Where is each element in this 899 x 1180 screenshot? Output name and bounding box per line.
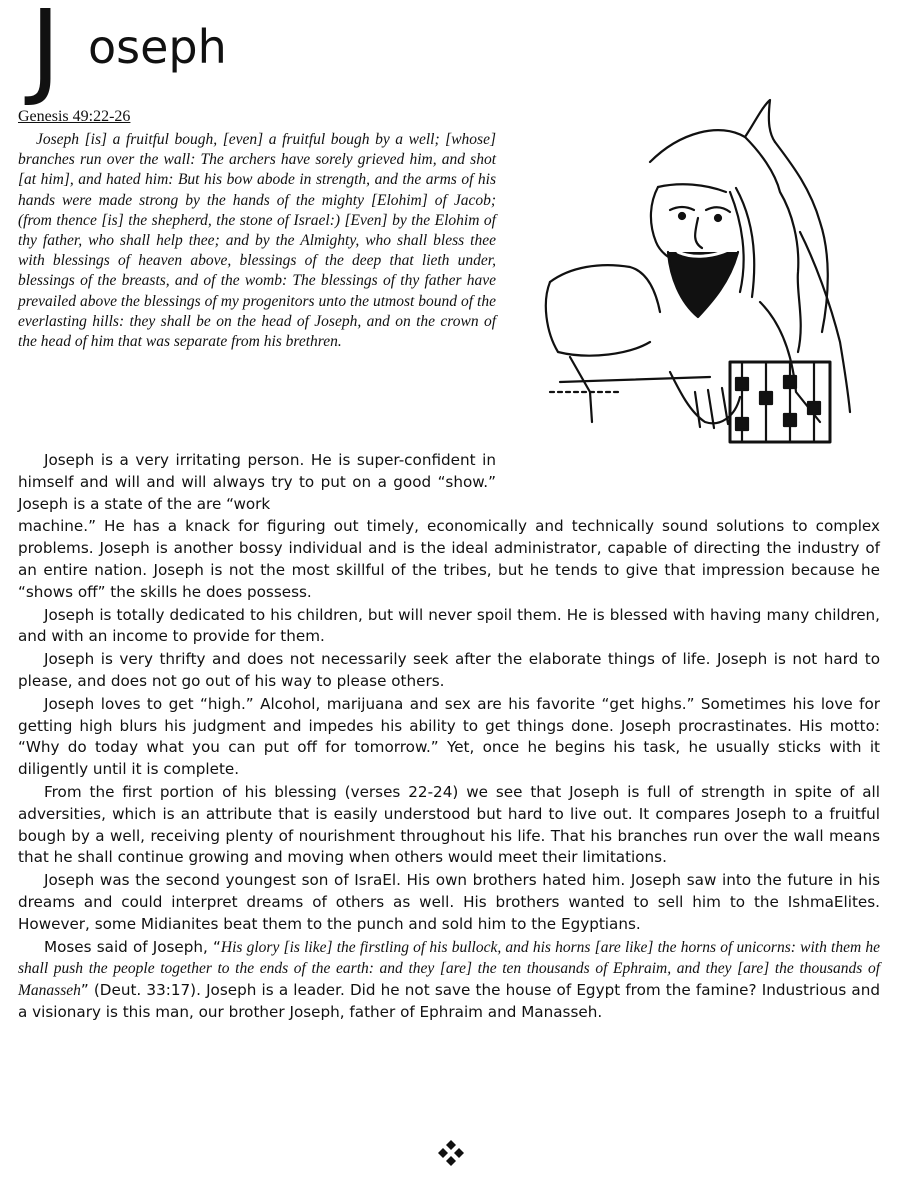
moses-quote: His glory [is like] the firstling of his bullock, and his horns [are like] the horns of unicorns: with them he shall push the people together to the ends of the earth: and they [are] the ten thousands of Ephraim, and they [are] the thousands of Manasseh (18, 938, 880, 1000)
paragraph-1b: machine.” He has a knack for figuring out timely, economically and technically sound solutions to complex problems. Joseph is another bossy individual and is the ideal administrator, capable of directing the industry of an entire nation. Joseph is not the most skillful of the tribes, but he tends to give that impression because he “shows off” the skills he does possess. (18, 517, 880, 601)
scripture-verse: Joseph [is] a fruitful bough, [even] a fruitful bough by a well; [whose] branches run over the wall: The archers have sorely grieved him, and shot [at him], and hated him: But his bow abode in strength, and the arms of his hands were made strong by the hands of the mighty [Elohim] of Jacob; (from thence [is] the shepherd, the stone of Israel:) [Even] by the Elohim of thy father, who shall help thee; and by the Almighty, who shall bless thee with blessings of heaven above, blessings of the deep that lieth under, blessings of the breasts, and of the womb: The blessings of thy father have prevailed above the blessings of my progenitors unto the utmost bound of the everlasting hills: they shall be on the head of Joseph, and on the crown of the head of him that was separate from his brethren. (18, 131, 496, 351)
paragraph-7-end: ” (Deut. 33:17). Joseph is a leader. Did he not save the house of Egypt from the famine? Industrious and a visionary is this man, our brother Joseph, father of Ephraim and Manasseh. (18, 981, 880, 1021)
title-initial: J (30, 0, 61, 109)
joseph-abacus-illustration (530, 92, 860, 462)
body-text (18, 450, 880, 1025)
paragraph-3: Joseph is very thrifty and does not necessarily seek after the elaborate things of life. Joseph is not hard to please, and does not go out of his way to please others. (18, 650, 880, 690)
paragraph-5: From the first portion of his blessing (verses 22-24) we see that Joseph is full of strength in spite of all adversities, which is an attribute that is easily understood but hard to live out. It compares Joseph to a fruitful bough by a well, receiving plenty of nourishment throughout his life. That his branches run over the wall means that he shall continue growing and moving when others would meet their limitations. (18, 782, 880, 867)
paragraph-1a: Joseph is a very irritating person. He is super-confident in himself and will and will always try to put on a good “show.” Joseph is a state of the are “work (18, 451, 496, 513)
paragraph-2: Joseph is totally dedicated to his children, but will never spoil them. He is blessed with having many children, and with an income to provide for them. (18, 605, 880, 646)
paragraph-7-start: Moses said of Joseph, “ (44, 937, 221, 956)
paragraph-7 (18, 937, 880, 1024)
paragraph-4: Joseph loves to get “high.” Alcohol, marijuana and sex are his favorite “get highs.” Sometimes his love for getting high blurs his judgment and impedes his ability to get things done. Joseph procrastinates. His motto: “Why do today what you can put off for tomorrow.” Yet, once he begins his task, he usually sticks with it diligently until it is complete. (18, 694, 880, 779)
four-diamond-ornament-icon (436, 1138, 466, 1168)
title-rest: oseph (88, 20, 227, 74)
scripture-reference: Genesis 49:22-26 (18, 108, 131, 125)
paragraph-6: Joseph was the second youngest son of IsraEl. His own brothers hated him. Joseph saw into the future in his dreams and could interpret dreams of others as well. His brothers wanted to sell him to the IshmaElites. However, some Midianites beat them to the punch and sold him to the Egyptians. (18, 871, 880, 933)
